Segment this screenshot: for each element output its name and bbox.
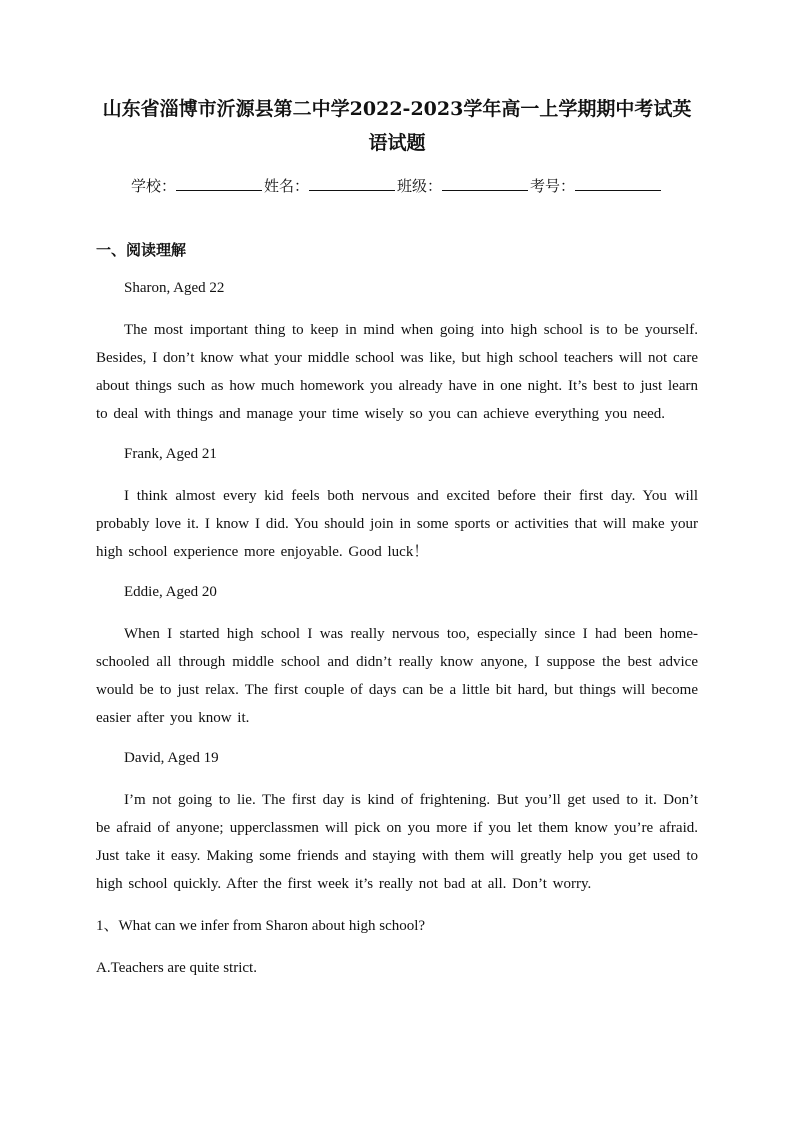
speaker-sharon: Sharon, Aged 22 bbox=[124, 280, 225, 296]
paragraph-david: I’m not going to lie. The first day is kind of frightening. But you’ll get used to it. Don’t be afraid of anyone; upperclassmen will pick on you more if you let them know you’re afraid. Just take it easy. Making some friends and staying with them will greatly help you get used to high school quickly. After the first week it’s really not bad at all. Don’t worry. bbox=[96, 792, 698, 892]
class-blank[interactable] bbox=[442, 176, 528, 191]
school-blank[interactable] bbox=[176, 176, 262, 191]
speaker-david: David, Aged 19 bbox=[124, 750, 219, 766]
speaker-eddie: Eddie, Aged 20 bbox=[124, 584, 217, 600]
paragraph-eddie: When I started high school I was really nervous too, especially since I had been home-schooled all through middle school and didn’t really know anyone, I suppose the best advice would be to just relax. The first couple of days can be a little bit hard, but things will become easier after you know it. bbox=[96, 626, 698, 726]
question-1-stem: 1、What can we infer from Sharon about high school? bbox=[96, 918, 426, 934]
student-info-row bbox=[96, 174, 698, 198]
exam-number-blank[interactable] bbox=[575, 176, 661, 191]
speaker-frank: Frank, Aged 21 bbox=[124, 446, 217, 462]
name-label: 姓名： bbox=[263, 177, 309, 195]
section-heading: 一、阅读理解 bbox=[96, 241, 187, 259]
school-label: 学校： bbox=[130, 177, 176, 195]
exam-title: 山东省淄博市沂源县第二中学2022-2023学年高一上学期期中考试英语试题 bbox=[102, 98, 692, 154]
class-label: 班级： bbox=[397, 177, 443, 195]
name-blank[interactable] bbox=[309, 176, 395, 191]
paragraph-sharon: The most important thing to keep in mind when going into high school is to be yourself. Besides, I don’t know what your middle school was like, but high school teachers will not care about things such as how much homework you already have in one night. It’s best to just learn to deal with things and manage your time wisely so you can achieve everything you need. bbox=[96, 322, 698, 422]
question-1-option-a[interactable]: A.Teachers are quite strict. bbox=[96, 960, 257, 976]
paragraph-frank: I think almost every kid feels both nervous and excited before their first day. You will probably love it. I know I did. You should join in some sports or activities that will make your high school experience more enjoyable. Good luck！ bbox=[96, 488, 698, 560]
exam-number-label: 考号： bbox=[530, 177, 576, 195]
